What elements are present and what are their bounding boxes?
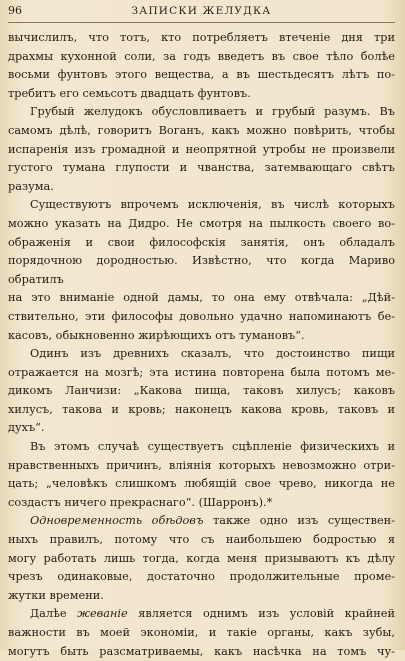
text-line: драхмы кухонной соли, за годъ введетъ въ свое тѣло болѣе <box>8 49 395 63</box>
text-line: касовъ, обыкновенно жирѣющихъ отъ тумановъ“. <box>8 328 305 342</box>
text-line: создастъ ничего прекраснаго“. (Шарронъ).* <box>8 495 273 509</box>
text-line: могу работать лишь тогда, когда меня призываютъ къ дѣлу <box>8 551 395 565</box>
text-line: разума. <box>8 179 54 193</box>
paragraph <box>8 103 395 196</box>
italic-term: Одновременность обѣдовъ <box>30 514 204 528</box>
text-line: густого тумана глупости и чванства, затемвающаго свѣтъ <box>8 161 395 175</box>
text-line-part: Извѣстно, что когда Мариво обратилъ <box>8 254 395 286</box>
text-line-part: является однимъ изъ условій крайней <box>127 607 396 621</box>
paragraph <box>8 29 395 103</box>
text-line: жутки времени. <box>8 588 104 602</box>
text-line: Существуютъ впрочемъ исключенія, въ числѣ которыхъ <box>30 198 395 212</box>
text-line: Въ этомъ случаѣ существуетъ сцѣпленіе физическихъ и <box>30 440 395 454</box>
text-line: Одинъ изъ древнихъ сказалъ, что достоинство пищи <box>30 347 395 361</box>
text-line: на это вниманіе одной дамы, то она ему отвѣчала: „Дѣй- <box>8 291 395 305</box>
text-line: ствительно, эти философы довольно удачно напоминаютъ бе- <box>8 309 395 323</box>
text-line: отражается на мозгѣ; эта истина повторена была потомъ ме- <box>8 365 395 379</box>
text-line <box>8 234 395 290</box>
page-number: 96 <box>8 4 22 17</box>
text-line: Грубый желудокъ обусловливаетъ и грубый разумъ. Въ <box>30 105 395 119</box>
text-line: чрезъ одинаковые, достаточно продолжительные проме- <box>8 570 395 584</box>
text-line: вычислилъ, что тотъ, кто потребляетъ втеченіе дня три <box>8 31 395 44</box>
text-line: самомъ дѣлѣ, говоритъ Воганъ, какъ можно повѣрить, чтобы <box>8 123 395 137</box>
text-line <box>8 605 395 624</box>
text-line-part: Далѣе <box>30 607 78 621</box>
paragraph <box>8 196 395 345</box>
text-line: важности въ моей экономіи, и такіе органы, какъ зубы, <box>8 626 395 639</box>
text-line <box>8 512 395 531</box>
text-line: требитъ его семьсотъ двадцать фунтовъ. <box>8 86 251 100</box>
paragraph <box>8 512 395 605</box>
text-line-part: также одно изъ существен- <box>203 514 395 528</box>
text-line: могутъ быть разсматриваемы, какъ насѣчка на томъ чу- <box>8 644 395 658</box>
paragraph <box>8 605 395 661</box>
text-line: ныхъ правилъ, потому что съ наибольшею бодростью я <box>8 533 395 547</box>
text-line: духъ“. <box>8 421 45 435</box>
paragraph <box>8 345 395 438</box>
text-line: цать; „человѣкъ слишкомъ любящій свое чрево, никогда не <box>8 477 395 491</box>
running-title: ЗАПИСКИ ЖЕЛУДКА <box>131 5 272 17</box>
text-line: можно указать на Дидро. Не смотря на пылкость своего во- <box>8 216 395 230</box>
text-line-part: ображенія и свои философскія занятія, онъ обладалъ порядочною дородностью. <box>8 235 395 268</box>
text-line: дикомъ Ланчизи: „Какова пища, таковъ хилусъ; каковъ <box>8 384 395 398</box>
text-line: хилусъ, такова и кровь; наконецъ какова кровь, таковъ и <box>8 402 395 416</box>
page-header <box>8 4 395 23</box>
text-line: испаренія изъ громадной и неопрятной утробы не произвели <box>8 142 395 156</box>
paragraph <box>8 438 395 512</box>
text-line: нравственныхъ причинъ, вліянія которыхъ невозможно отри- <box>8 458 395 472</box>
italic-term: жеваніе <box>77 607 128 621</box>
text-line: восьми фунтовъ этого вещества, а въ шестьдесятъ лѣтъ по- <box>8 68 395 82</box>
